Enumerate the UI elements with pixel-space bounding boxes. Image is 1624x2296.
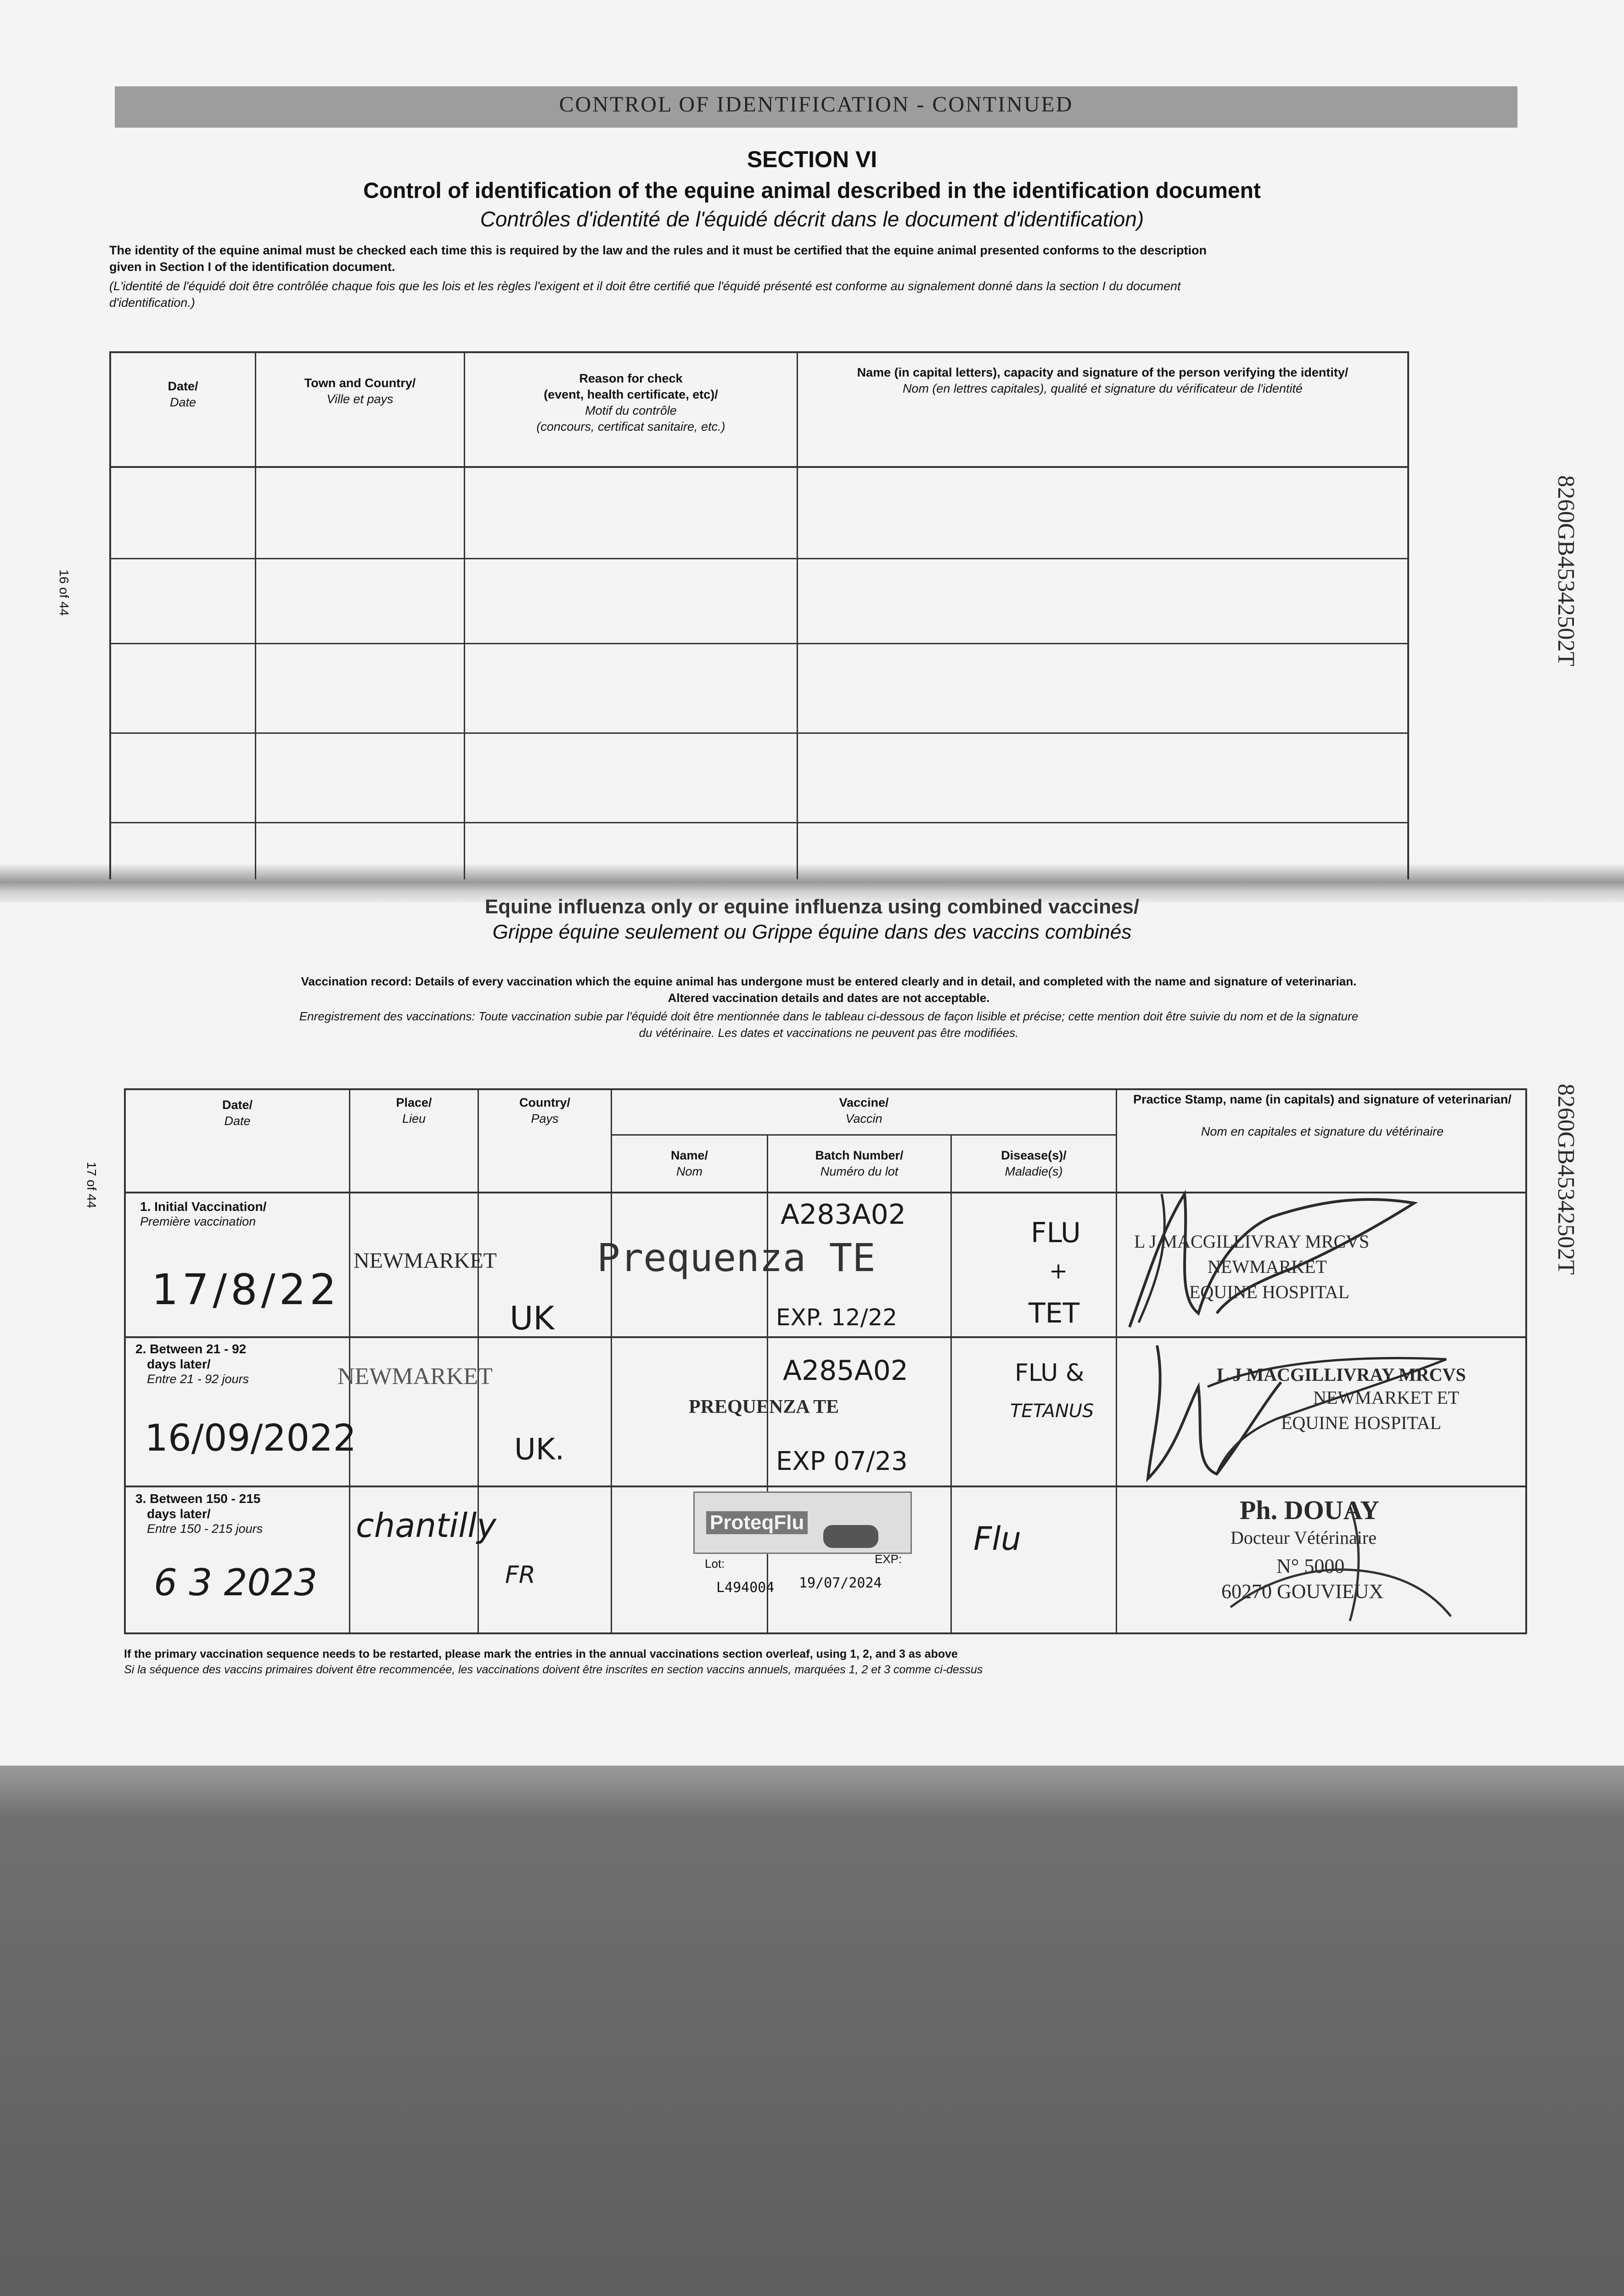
row3-stamp-1: Ph. DOUAY — [1240, 1495, 1380, 1525]
hdr-vaccine-en: Vaccine/ — [839, 1096, 889, 1109]
row3-label-fr: Entre 150 - 215 jours — [147, 1522, 263, 1536]
hdr-place-fr: Lieu — [402, 1112, 426, 1125]
col-town-fr: Ville et pays — [326, 392, 393, 406]
row1-country: UK — [510, 1300, 555, 1337]
row3-stamp-3: N° 5000 — [1276, 1555, 1345, 1577]
hdr-date-en: Date/ — [222, 1098, 253, 1112]
row2-place: NEWMARKET — [337, 1363, 493, 1390]
hdr-country-fr: Pays — [531, 1112, 559, 1125]
hdr-disease-fr: Maladie(s) — [1005, 1165, 1063, 1178]
sticker-exp: 19/07/2024 — [799, 1575, 882, 1591]
hdr-place-en: Place/ — [396, 1096, 432, 1109]
row2-label-en-2: days later/ — [147, 1357, 211, 1371]
col-reason-fr2: (concours, certificat sanitaire, etc.) — [536, 420, 725, 433]
col-reason-en: Reason for check — [579, 371, 683, 385]
row1-vet-signature — [1120, 1176, 1524, 1336]
row1-place: NEWMARKET — [354, 1249, 497, 1273]
hdr-disease-en: Disease(s)/ — [1001, 1148, 1067, 1162]
row3-country: FR — [505, 1561, 536, 1589]
title-fr: Contrôles d'identité de l'équidé décrit dans le document d'identification) — [480, 207, 1144, 231]
title-en: Control of identification of the equine animal described in the identification document — [363, 179, 1261, 203]
col-name-en: Name (in capital letters), capacity and signature of the person verifying the identity/ — [857, 366, 1349, 379]
row2-stamp-1: L J MACGILLIVRAY MRCVS — [1217, 1364, 1466, 1385]
row3-place: chantilly — [356, 1506, 496, 1545]
page-number-upper: 16 of 44 — [57, 569, 71, 616]
intro-fr-1: (L'identité de l'équidé doit être contrôlée chaque fois que les lois et les règles l'exigent et il doit être certifié que l'équidé présenté est conforme au signalement donné dans la section I du document — [109, 279, 1181, 293]
row3-date: 6 3 2023 — [154, 1561, 318, 1604]
row3-disease: Flu — [973, 1520, 1022, 1558]
banner-title: CONTROL OF IDENTIFICATION - CONTINUED — [559, 92, 1073, 117]
sticker-exp-caption: EXP: — [875, 1552, 902, 1566]
col-date-fr: Date — [169, 395, 197, 409]
row2-batch-exp: EXP 07/23 — [776, 1446, 908, 1476]
record-en-1: Vaccination record: Details of every vaccination which the equine animal has undergone must be entered clearly and in detail, and completed with the name and signature of veterinarian. — [301, 974, 1357, 988]
row1-date: 17/8/22 — [152, 1265, 340, 1314]
hdr-batch-fr: Numéro du lot — [820, 1165, 899, 1178]
row1-disease-3: TET — [1028, 1297, 1080, 1329]
col-date-en: Date/ — [168, 379, 198, 393]
sticker-brand: ProteqFlu — [706, 1511, 808, 1534]
side-id-upper: 8260GB45342502T — [1553, 475, 1579, 666]
footnote-fr: Si la séquence des vaccins primaires doivent être recommencée, les vaccinations doivent être inscrites en section vaccins annuels, marquées 1, 2 et 3 comme ci-dessus — [124, 1663, 983, 1676]
row1-label-fr: Première vaccination — [140, 1215, 256, 1228]
row3-stamp-4: 60270 GOUVIEUX — [1221, 1580, 1384, 1603]
row2-disease-2: TETANUS — [1010, 1401, 1094, 1422]
footnote-en: If the primary vaccination sequence needs to be restarted, please mark the entries in the annual vaccinations section overleaf, using 1, 2, and 3 as above — [124, 1648, 958, 1660]
record-fr-1: Enregistrement des vaccinations: Toute vaccination subie par l'équidé doit être mentionnée dans le tableau ci-dessous de façon lisible et précise; cette mention doit être suivie du nom et de la signature — [299, 1009, 1359, 1023]
record-fr-2: du vétérinaire. Les dates et vaccinations ne peuvent pas être modifiées. — [639, 1026, 1019, 1040]
row3-stamp-2: Docteur Vétérinaire — [1231, 1527, 1377, 1548]
row2-label-fr: Entre 21 - 92 jours — [147, 1372, 249, 1386]
hdr-vet-en: Practice Stamp, name (in capitals) and signature of veterinarian/ — [1133, 1092, 1512, 1106]
row1-disease-1: FLU — [1031, 1217, 1081, 1249]
hdr-vet-fr: Nom en capitales et signature du vétérinaire — [1201, 1125, 1444, 1138]
row2-vaccine: PREQUENZA TE — [689, 1396, 839, 1418]
hdr-name-en: Name/ — [670, 1148, 708, 1162]
row2-vet-signature — [1125, 1336, 1520, 1488]
section-title: SECTION VI — [747, 146, 877, 172]
row3-label-en-1: 3. Between 150 - 215 — [135, 1491, 261, 1506]
row2-batch: A285A02 — [783, 1355, 908, 1387]
row2-date: 16/09/2022 — [145, 1417, 357, 1459]
hdr-name-fr: Nom — [676, 1165, 702, 1178]
row2-stamp-2: NEWMARKET ET — [1313, 1387, 1460, 1408]
row2-country: UK. — [514, 1433, 565, 1467]
row2-stamp-3: EQUINE HOSPITAL — [1281, 1412, 1441, 1433]
col-town-en: Town and Country/ — [304, 376, 416, 390]
vaccine-batch-sticker — [693, 1491, 912, 1554]
row1-batch-exp: EXP. 12/22 — [776, 1304, 898, 1331]
intro-fr-2: d'identification.) — [109, 296, 195, 310]
row1-vaccine: Prequenza TE — [597, 1235, 876, 1280]
row1-stamp-2: NEWMARKET — [1208, 1256, 1327, 1277]
row3-vet-signature — [1212, 1488, 1515, 1630]
hdr-vaccine-fr: Vaccin — [845, 1112, 882, 1125]
hdr-batch-en: Batch Number/ — [815, 1148, 904, 1162]
col-reason-fr: Motif du contrôle — [585, 404, 677, 417]
row1-batch: A283A02 — [781, 1199, 906, 1231]
upper-page — [0, 0, 1624, 877]
col-name-fr: Nom (en lettres capitales), qualité et signature du vérificateur de l'identité — [902, 382, 1303, 395]
intro-en-1: The identity of the equine animal must be checked each time this is required by the law and the rules and it must be certified that the equine animal presented conforms to the description — [109, 243, 1207, 257]
row2-disease-1: FLU & — [1015, 1359, 1085, 1387]
intro-en-2: given in Section I of the identification document. — [109, 260, 395, 274]
col-reason-en2: (event, health certificate, etc)/ — [544, 388, 718, 401]
page-number-lower: 17 of 44 — [84, 1162, 99, 1209]
influenza-heading-fr: Grippe équine seulement ou Grippe équine dans des vaccins combinés — [492, 921, 1132, 943]
row1-stamp-1: L J MACGILLIVRAY MRCVS — [1134, 1231, 1370, 1252]
sticker-lot: L494004 — [716, 1580, 775, 1596]
row1-stamp-3: EQUINE HOSPITAL — [1189, 1282, 1349, 1302]
row3-label-en-2: days later/ — [147, 1507, 211, 1521]
sticker-lot-caption: Lot: — [705, 1557, 725, 1570]
row1-label-en: 1. Initial Vaccination/ — [140, 1199, 267, 1214]
scan-background — [0, 1766, 1624, 2296]
row1-disease-2: + — [1049, 1258, 1068, 1284]
influenza-heading-en: Equine influenza only or equine influenza using combined vaccines/ — [484, 895, 1140, 918]
row2-label-en-1: 2. Between 21 - 92 — [135, 1342, 247, 1356]
hdr-date-fr: Date — [224, 1114, 251, 1128]
side-id-lower: 8260GB45342502T — [1553, 1084, 1579, 1275]
record-en-2: Altered vaccination details and dates are not acceptable. — [668, 991, 990, 1005]
sticker-logo — [823, 1525, 878, 1548]
hdr-country-en: Country/ — [519, 1096, 570, 1109]
